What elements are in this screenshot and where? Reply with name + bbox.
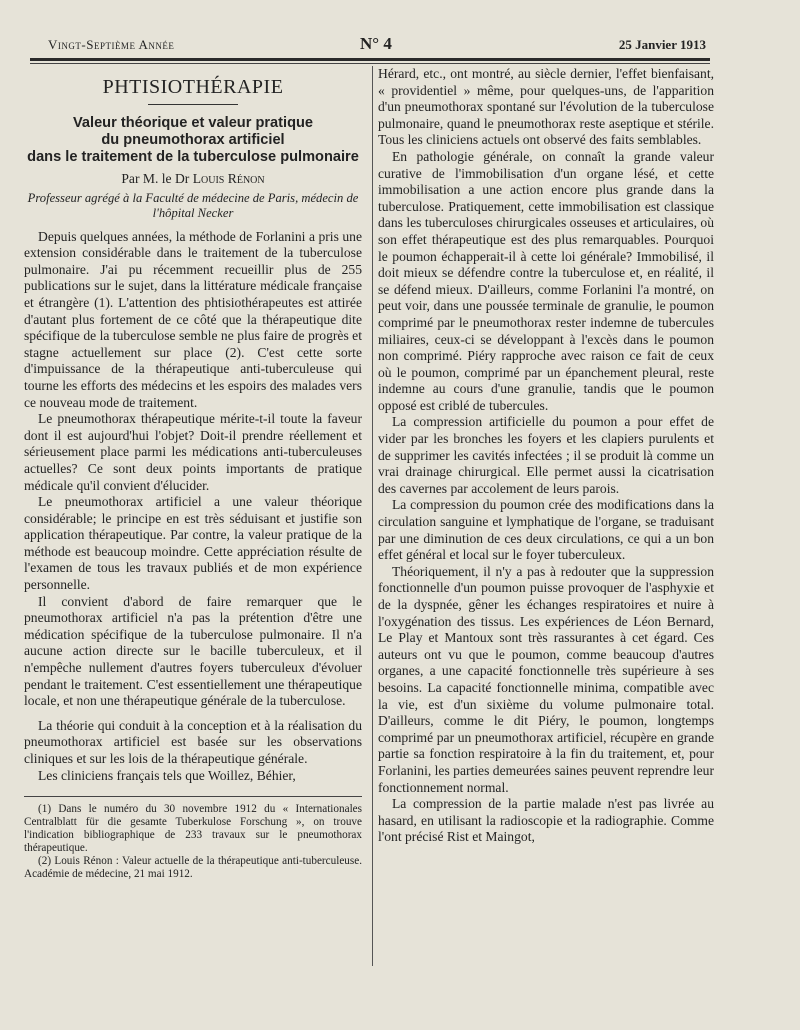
paragraph: Le pneumothorax thérapeutique mérite-t-il toute la faveur dont il est aujourd'hui l'objet? Doit-il prendre réellement et sérieusement place parmi les médications anti-tuberculeuses actuelles? Ce sont deux points importants de pratique médicale qu'il convient d'élucider. <box>24 411 362 493</box>
issue-date: 25 Janvier 1913 <box>618 37 706 52</box>
author-affiliation: Professeur agrégé à la Faculté de médecine de Paris, médecin de l'hôpital Necker <box>27 190 359 220</box>
paragraph: Il convient d'abord de faire remarquer que le pneumothorax artificiel n'a pas la prétention d'être une médication spécifique de la tuberculose pulmonaire. Il n'a aucune action directe sur le bacille tuberculeux, et il n'empêche nullement d'autres foyers tuberculeux d'évoluer pendant le traitement. C'est essentiellement une thérapeutique locale, et non une thérapeutique générale de la tuberculose. <box>24 593 362 709</box>
title-line: dans le traitement de la tuberculose pulmonaire <box>27 149 359 165</box>
right-column <box>378 66 714 846</box>
paragraph: La compression de la partie malade n'est pas livrée au hasard, en utilisant la radioscopie et la radiographie. Comme l'ont précisé Rist et Maingot, <box>378 796 714 845</box>
paragraph: La compression du poumon crée des modifications dans la circulation sanguine et lymphatique de l'organe, se traduisant par une diminution de ces deux circulations, ce qui a un bon effet général et local sur le foyer tuberculeux. <box>378 497 714 563</box>
paragraph: Les cliniciens français tels que Woillez, Béhier, <box>38 767 296 783</box>
paragraph: Hérard, etc., ont montré, au siècle dernier, l'effet bienfaisant, « providentiel » même, pour quelques-uns, de l'apparition d'un pneumothorax spontané sur l'évolution de la tuberculose pulmonaire, quand le pneumothorax reste aseptique et stérile. Tous les cliniciens actuels ont observé des faits semblables. <box>378 66 714 148</box>
left-column <box>24 66 362 881</box>
author-name: Louis Rénon <box>192 171 265 186</box>
footnotes <box>24 796 362 881</box>
paragraph: La compression artificielle du poumon a pour effet de vider par les bronches les foyers et les clapiers purulents et de supprimer les cavités infectées ; il se produit là comme un vrai drainage chirurgical. Elle permet aussi la cicatrisation des cavernes par accolement de leurs parois. <box>378 414 714 496</box>
header-rule-thin <box>30 63 710 64</box>
title-line: du pneumothorax artificiel <box>101 132 285 148</box>
volume-year: Vingt-Septième Année <box>48 37 175 52</box>
running-header <box>30 34 706 54</box>
byline-prefix: Par M. le Dr <box>121 171 190 186</box>
author-byline <box>24 171 362 188</box>
paragraph: Théoriquement, il n'y a pas à redouter que la suppression fonctionnelle d'un poumon puisse provoquer de l'asphyxie et de la dyspnée, gêner les échanges respiratoires et nuire à l'oxygénation des tissus. Les expériences de Léon Bernard, Le Play et Mantoux sont très rassurantes à cet égard. Ces auteurs ont vu que le poumon, comme beaucoup d'autres organes, a une capacité fonctionnelle très supérieure à ses besoins. La capacité fonctionnelle minima, compatible avec la vie, est d'un sixième du volume pulmonaire total. D'ailleurs, comme le dit Piéry, le poumon, longtemps comprimé par un pneumothorax artificiel, récupère en grande partie sa fonction respiratoire à la fin du traitement, et, pour Forlanini, les parties demeurées saines peuvent reprendre leur fonctionnement normal. <box>378 563 714 795</box>
paragraph: En pathologie générale, on connaît la grande valeur curative de l'immobilisation d'un organe lésé, et cette immobilisation a une action encore plus grande dans la tuberculose. Pratiquement, cette immobilisation est classique dans les tuberculoses chirurgicales osseuses et articulaires, où son effet thérapeutique est des plus remarquables. Pourquoi le poumon échapperait-il à cette loi générale? Immobilisé, il doit mieux se défendre contre la tuberculose et, en réalité, il se défend mieux. D'ailleurs, comme Forlanini l'a montré, on peut voir, dans une poussée terminale de granulie, le poumon comprimé par le pneumothorax rester indemne de tubercules miliaires, ceux-ci se développant à l'excès dans le poumon non comprimé. Piéry rapproche avec raison ce fait de ceux où le poumon, comprimé par un épanchement pleural, reste indemne au cours d'une granulie, tandis que le poumon opposé est criblé de tubercules. <box>378 148 714 413</box>
title-rule <box>148 104 238 105</box>
column-separator <box>372 66 373 966</box>
footnote: (1) Dans le numéro du 30 novembre 1912 du « Internationales Centralblatt für die gesamte Tuberkulose Forschung », on trouve l'indication bibliographique de 233 travaux sur le pneumothorax thérapeutique. <box>24 803 362 855</box>
paragraph: Le pneumothorax artificiel a une valeur théorique considérable; le principe en est très séduisant et justifie son application thérapeutique. Par contre, la valeur pratique de la méthode est beaucoup moindre. Cette appréciation résulte de l'examen de tous les travaux publiés et de mon expérience personnelle. <box>24 494 362 593</box>
issue-number: N° 4 <box>360 34 392 53</box>
title-line: Valeur théorique et valeur pratique <box>72 115 314 131</box>
header-rule <box>30 58 710 61</box>
section-title: PHTISIOTHÉRAPIE <box>102 76 284 98</box>
footnote: (2) Louis Rénon : Valeur actuelle de la thérapeutique anti-tuberculeuse. Académie de médecine, 21 mai 1912. <box>24 855 362 881</box>
paragraph: La théorie qui conduit à la conception et à la réalisation du pneumothorax artificiel est basée sur les observations cliniques et sur les lois de la thérapeutique générale. <box>24 717 362 766</box>
paragraph: Depuis quelques années, la méthode de Forlanini a pris une extension considérable dans le traitement de la tuberculose pulmonaire. J'ai pu récemment recueillir plus de 255 publications sur le sujet, dans la littérature médicale française et étrangère (1). L'attention des phtisiothérapeutes est attirée d'autant plus fortement de ce côté que la thérapeutique dite spécifique de la tuberculose semble ne plus faire de progrès et stagne actuellement sur place (2). C'est cette sorte d'impuissance de la thérapeutique anti-tuberculeuse qui tourne les efforts des médecins et les espoirs des malades vers ce nouveau mode de traitement. <box>24 228 362 410</box>
article-title <box>24 115 362 166</box>
